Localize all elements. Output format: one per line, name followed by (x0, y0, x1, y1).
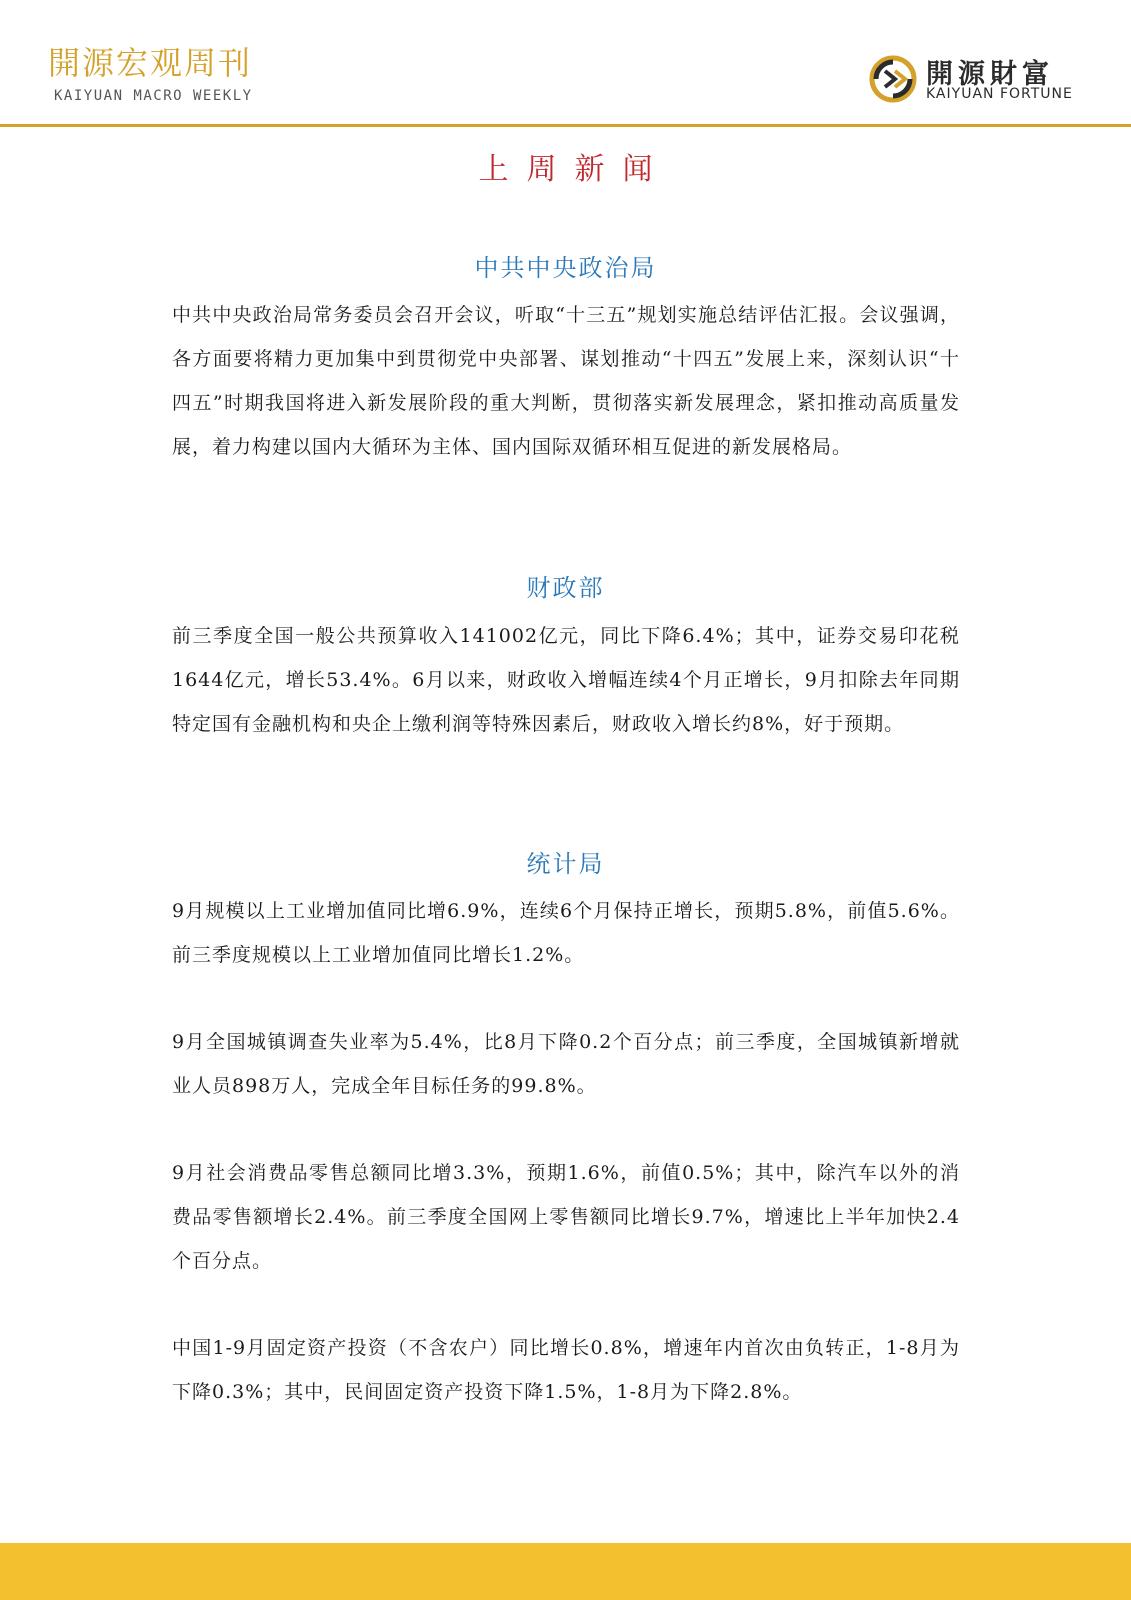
header-divider (0, 124, 1131, 127)
brand-title: 開源宏观周刊 (48, 44, 253, 82)
logo-text-cn: 開源財富 (926, 59, 1054, 90)
paragraph: 中共中央政治局常务委员会召开会议，听取“十三五”规划实施总结评估汇报。会议强调，各方面要将精力更加集中到贯彻党中央部署、谋划推动“十四五”发展上来，深刻认识“十四五”时期我国将进入新发展阶段的重大判断，贯彻落实新发展理念，紧扣推动高质量发展，着力构建以国内大循环为主体、国内国际双循环相互促进的新发展格局。 (172, 304, 960, 458)
kaiyuan-logo-icon (868, 54, 918, 104)
footer-bar (0, 1543, 1131, 1600)
paragraph: 前三季度全国一般公共预算收入141002亿元，同比下降6.4%；其中，证券交易印花税1644亿元，增长53.4%。6月以来，财政收入增幅连续4个月正增长，9月扣除去年同期特定国有金融机构和央企上缴利润等特殊因素后，财政收入增长约8%，好于预期。 (172, 625, 960, 735)
logo-text-en: KAIYUAN FORTUNE (926, 86, 1073, 102)
company-logo (868, 52, 1088, 110)
section-title-ministry-of-finance: 财政部 (526, 574, 605, 602)
paragraph: 中国1-9月固定资产投资（不含农户）同比增长0.8%，增速年内首次由负转正，1-8月为下降0.3%；其中，民间固定资产投资下降1.5%，1-8月为下降2.8%。 (172, 1337, 960, 1403)
paragraph: 9月规模以上工业增加值同比增6.9%，连续6个月保持正增长，预期5.8%，前值5.6%。前三季度规模以上工业增加值同比增长1.2%。 (172, 900, 960, 966)
brand-subtitle: KAIYUAN MACRO WEEKLY (54, 88, 253, 104)
page-header (0, 0, 1131, 128)
section-title-politburo: 中共中央政治局 (474, 254, 657, 282)
page-title: 上周新闻 (478, 152, 671, 187)
section-title-statistics-bureau: 统计局 (526, 850, 605, 878)
paragraph: 9月社会消费品零售总额同比增3.3%，预期1.6%，前值0.5%；其中，除汽车以外的消费品零售额增长2.4%。前三季度全国网上零售额同比增长9.7%，增速比上半年加快2.4个百分点。 (172, 1162, 960, 1272)
paragraph: 9月全国城镇调查失业率为5.4%，比8月下降0.2个百分点；前三季度，全国城镇新增就业人员898万人，完成全年目标任务的99.8%。 (172, 1031, 960, 1097)
